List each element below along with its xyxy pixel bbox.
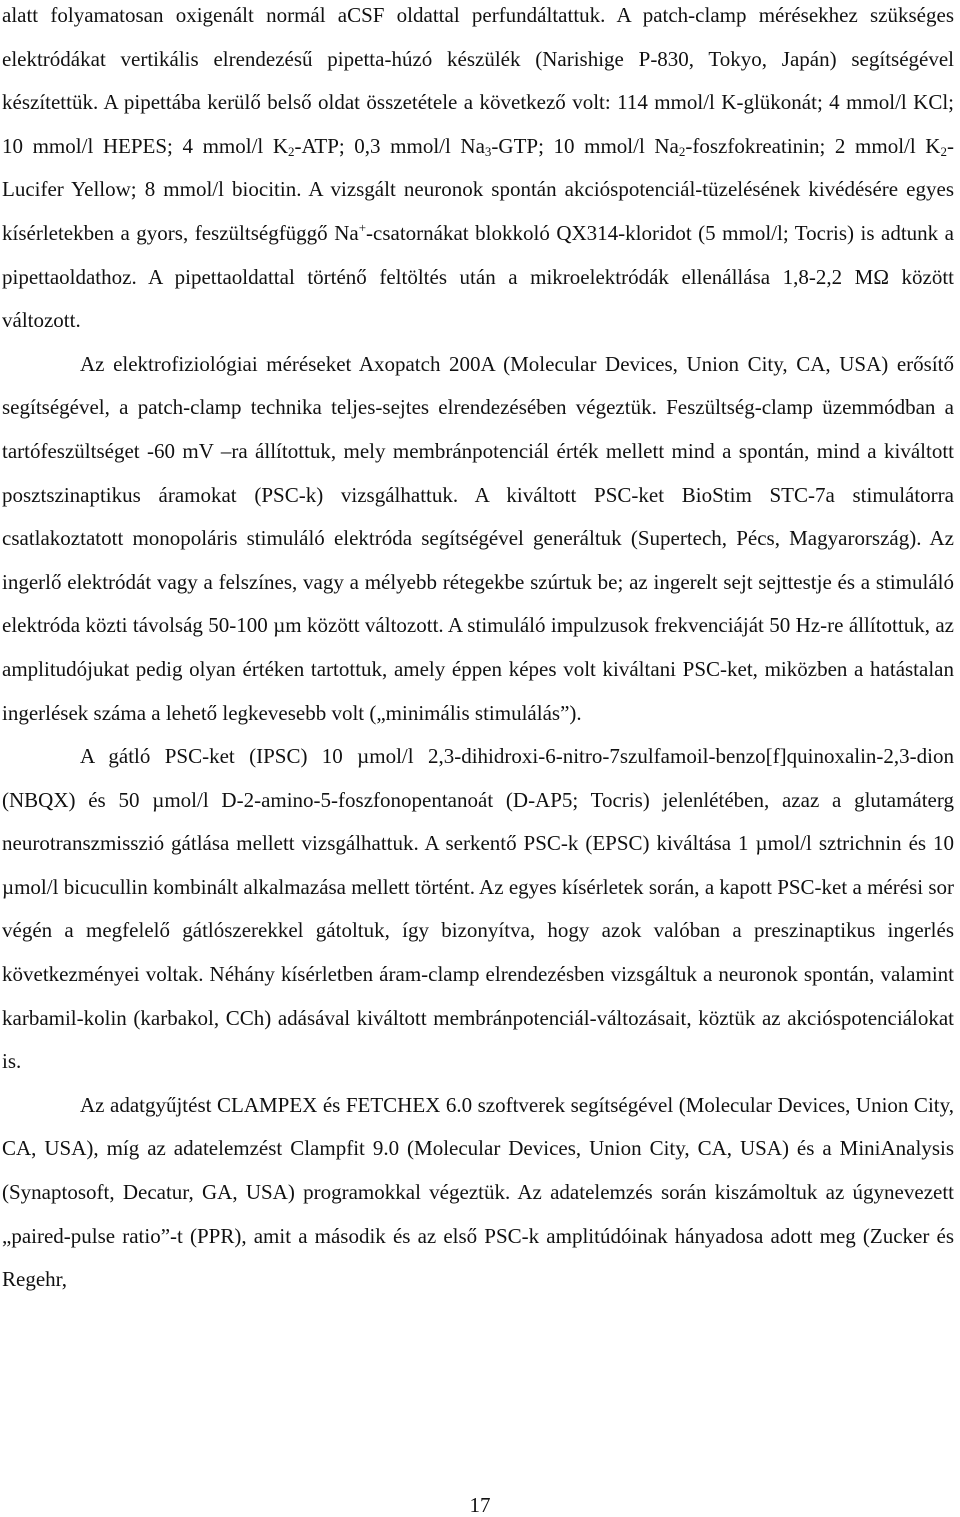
subscript: 2 <box>678 143 686 159</box>
body-text <box>2 0 954 1302</box>
paragraph <box>2 0 954 343</box>
subscript: 3 <box>484 143 492 159</box>
text-run: Az elektrofiziológiai méréseket Axopatch 200A (Molecular Devices, Union City, CA, USA) erősítő segítségével, a patch-clamp technika teljes-sejtes elrendezésében végeztük. Feszültség-clamp üzemmódban a tartófeszültséget -60 mV –ra állítottuk, mely membránpotenciál érték mellett mind a spontán, mind a kiváltott posztszinaptikus áramokat (PSC-k) vizsgálhattuk. A kiváltott PSC-ket BioStim STC-7a stimulátorra csatlakoztatott monopoláris stimuláló elektróda segítségével generáltuk (Supertech, Pécs, Magyarország). Az ingerlő elektródát vagy a felszínes, vagy a mélyebb rétegekbe szúrtuk be; az ingerelt sejt sejttestje és a stimuláló elektróda közti távolság 50-100 µm között változott. A stimuláló impulzusok frekvenciáját 50 Hz-re állítottuk, az amplitudójukat pedig olyan értéken tartottuk, amely éppen képes volt kiváltani PSC-ket, miközben a hatástalan ingerlések száma a lehető legkevesebb volt („minimális stimulálás”). <box>2 351 954 725</box>
subscript: 2 <box>940 143 947 159</box>
page-number: 17 <box>469 1493 491 1517</box>
text-run: A gátló PSC-ket (IPSC) 10 µmol/l 2,3-dihidroxi-6-nitro-7szulfamoil-benzo[f]quinoxalin-2,3-dion (NBQX) és 50 µmol/l D-2-amino-5-foszfonopentanoát (D-AP5; Tocris) jelenlétében, azaz a glutamáterg neurotranszmisszió gátlása mellett vizsgálhattuk. A serkentő PSC-k (EPSC) kiváltása 1 µmol/l sztrichnin és 10 µmol/l bicucullin kombinált alkalmazása mellett történt. Az egyes kísérletek során, a kapott PSC-ket a mérési sor végén a megfelelő gátlószerekkel gátoltuk, így bizonyítva, hogy azok valóban a preszinaptikus ingerlés következményei voltak. Néhány kísérletben áram-clamp elrendezésben vizsgáltuk a neuronok spontán, valamint karbamil-kolin (karbakol, CCh) adásával kiváltott membránpotenciál-változásait, köztük az akcióspotenciálokat is. <box>2 744 954 1074</box>
text-run: -foszfokreatinin; 2 mmol/l K <box>685 133 941 158</box>
text-run: -GTP; 10 mmol/l Na <box>491 133 679 158</box>
paragraph <box>2 735 954 1084</box>
paragraph <box>2 343 954 735</box>
text-run: alatt folyamatosan oxigenált normál aCSF oldattal perfundáltattuk. A patch-clamp mérésekhez szükséges elektródákat vertikális elrendezésű pipetta-húzó készülék (Narishige P-830, Tokyo, Japán) segítségével készítettük. A pipettába kerülő belső oldat összetétele a következő volt: 114 mmol/l K-glükonát; 4 mmol/l KCl; 10 mmol/l HEPES; 4 mmol/l K <box>2 3 954 158</box>
paragraph <box>2 1084 954 1302</box>
text-run: -csatornákat blokkoló QX314-kloridot (5 mmol/l; Tocris) is adtunk a pipettaoldathoz. A pipettaoldattal történő feltöltés után a mikroelektródák ellenállása 1,8-2,2 MΩ között változott. <box>2 220 954 333</box>
text-run: -Lucifer Yellow; 8 mmol/l biocitin. A vizsgált neuronok spontán akcióspotenciál-tüzelésének kivédésére egyes kísérletekben a gyors, feszültségfüggő Na <box>2 133 954 245</box>
text-run: Az adatgyűjtést CLAMPEX és FETCHEX 6.0 szoftverek segítségével (Molecular Devices, Union City, CA, USA), míg az adatelemzést Clampfit 9.0 (Molecular Devices, Union City, CA, USA) és a MiniAnalysis (Synaptosoft, Decatur, GA, USA) programokkal végeztük. Az adatelemzés során kiszámoltuk az úgynevezett „paired-pulse ratio”-t (PPR), amit a második és az első PSC-k amplitúdóinak hányadosa adott meg (Zucker és Regehr, <box>2 1092 954 1292</box>
superscript: + <box>358 219 367 235</box>
text-run: -ATP; 0,3 mmol/l Na <box>294 133 485 158</box>
subscript: 2 <box>288 143 295 159</box>
